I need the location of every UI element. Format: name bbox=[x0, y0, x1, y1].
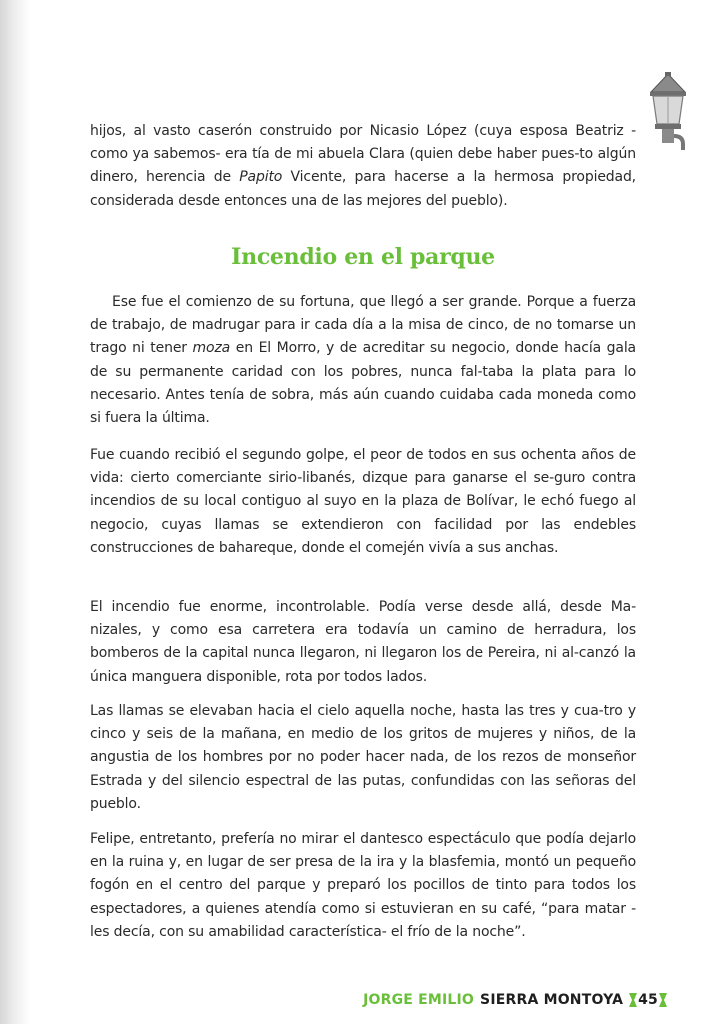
right-ornament-icon bbox=[659, 993, 667, 1007]
page-footer bbox=[363, 992, 667, 1008]
street-lamp-icon bbox=[645, 72, 691, 152]
page-number-badge bbox=[629, 992, 667, 1008]
left-ornament-icon bbox=[629, 993, 637, 1007]
author-last-name: SIERRA MONTOYA bbox=[480, 992, 624, 1008]
paragraph-continuation: hijos, al vasto caserón construido por Nicasio López (cuya esposa Beatriz -como ya sabemos- era tía de mi abuela Clara (quien debe haber pues-to algún dinero, herencia de Papito Vicente, para hacerse a la hermosa propiedad, considerada desde entonces una de las mejores del pueblo). bbox=[90, 123, 636, 209]
paragraph-5: Felipe, entretanto, prefería no mirar el dantesco espectáculo que podía dejarlo en la ruina y, en lugar de ser presa de la ira y la blasfemia, montó un pequeño fogón en el centro del parque y preparó los pocillos de tinto para todos los espectadores, a quienes atendía como si estuvieran en su café, “para matar -les decía, con su amabilidad característica- el frío de la noche”. bbox=[90, 831, 636, 940]
paragraph-2: Fue cuando recibió el segundo golpe, el peor de todos en sus ochenta años de vida: cierto comerciante sirio-libanés, dizque para ganarse el se-guro contra incendios de su local contiguo al suyo en la plaza de Bolívar, le echó fuego al negocio, cuyas llamas se extendieron con facilidad por las endebles construcciones de bahareque, donde el comején vivía a sus anchas. bbox=[90, 447, 636, 556]
section-heading: Incendio en el parque bbox=[231, 244, 495, 270]
page-number: 45 bbox=[638, 992, 658, 1008]
paragraph-1: Ese fue el comienzo de su fortuna, que llegó a ser grande. Porque a fuerza de trabajo, de madrugar para ir cada día a la misa de cinco, de no tomarse un trago ni tener moza en El Morro, y de acreditar su negocio, donde hacía gala de su permanente caridad con los pobres, nunca fal-taba la plata para lo necesario. Antes tenía de sobra, más aún cuando cuidaba cada moneda como si fuera la última. bbox=[90, 294, 636, 427]
paragraph-3: El incendio fue enorme, incontrolable. Podía verse desde allá, desde Ma-nizales, y como esa carretera era todavía un camino de herradura, los bomberos de la capital nunca llegaron, ni llegaron los de Pereira, ni al-canzó la única manguera disponible, rota por todos lados. bbox=[90, 599, 636, 685]
page-gutter-shadow bbox=[0, 0, 30, 1024]
author-first-name: JORGE EMILIO bbox=[363, 992, 475, 1008]
paragraph-4: Las llamas se elevaban hacia el cielo aquella noche, hasta las tres y cua-tro y cinco y seis de la mañana, en medio de los gritos de mujeres y niños, de la angustia de los hombres por no poder hacer nada, de los rezos de monseñor Estrada y del silencio espectral de las putas, confundidas con las señoras del pueblo. bbox=[90, 703, 636, 812]
